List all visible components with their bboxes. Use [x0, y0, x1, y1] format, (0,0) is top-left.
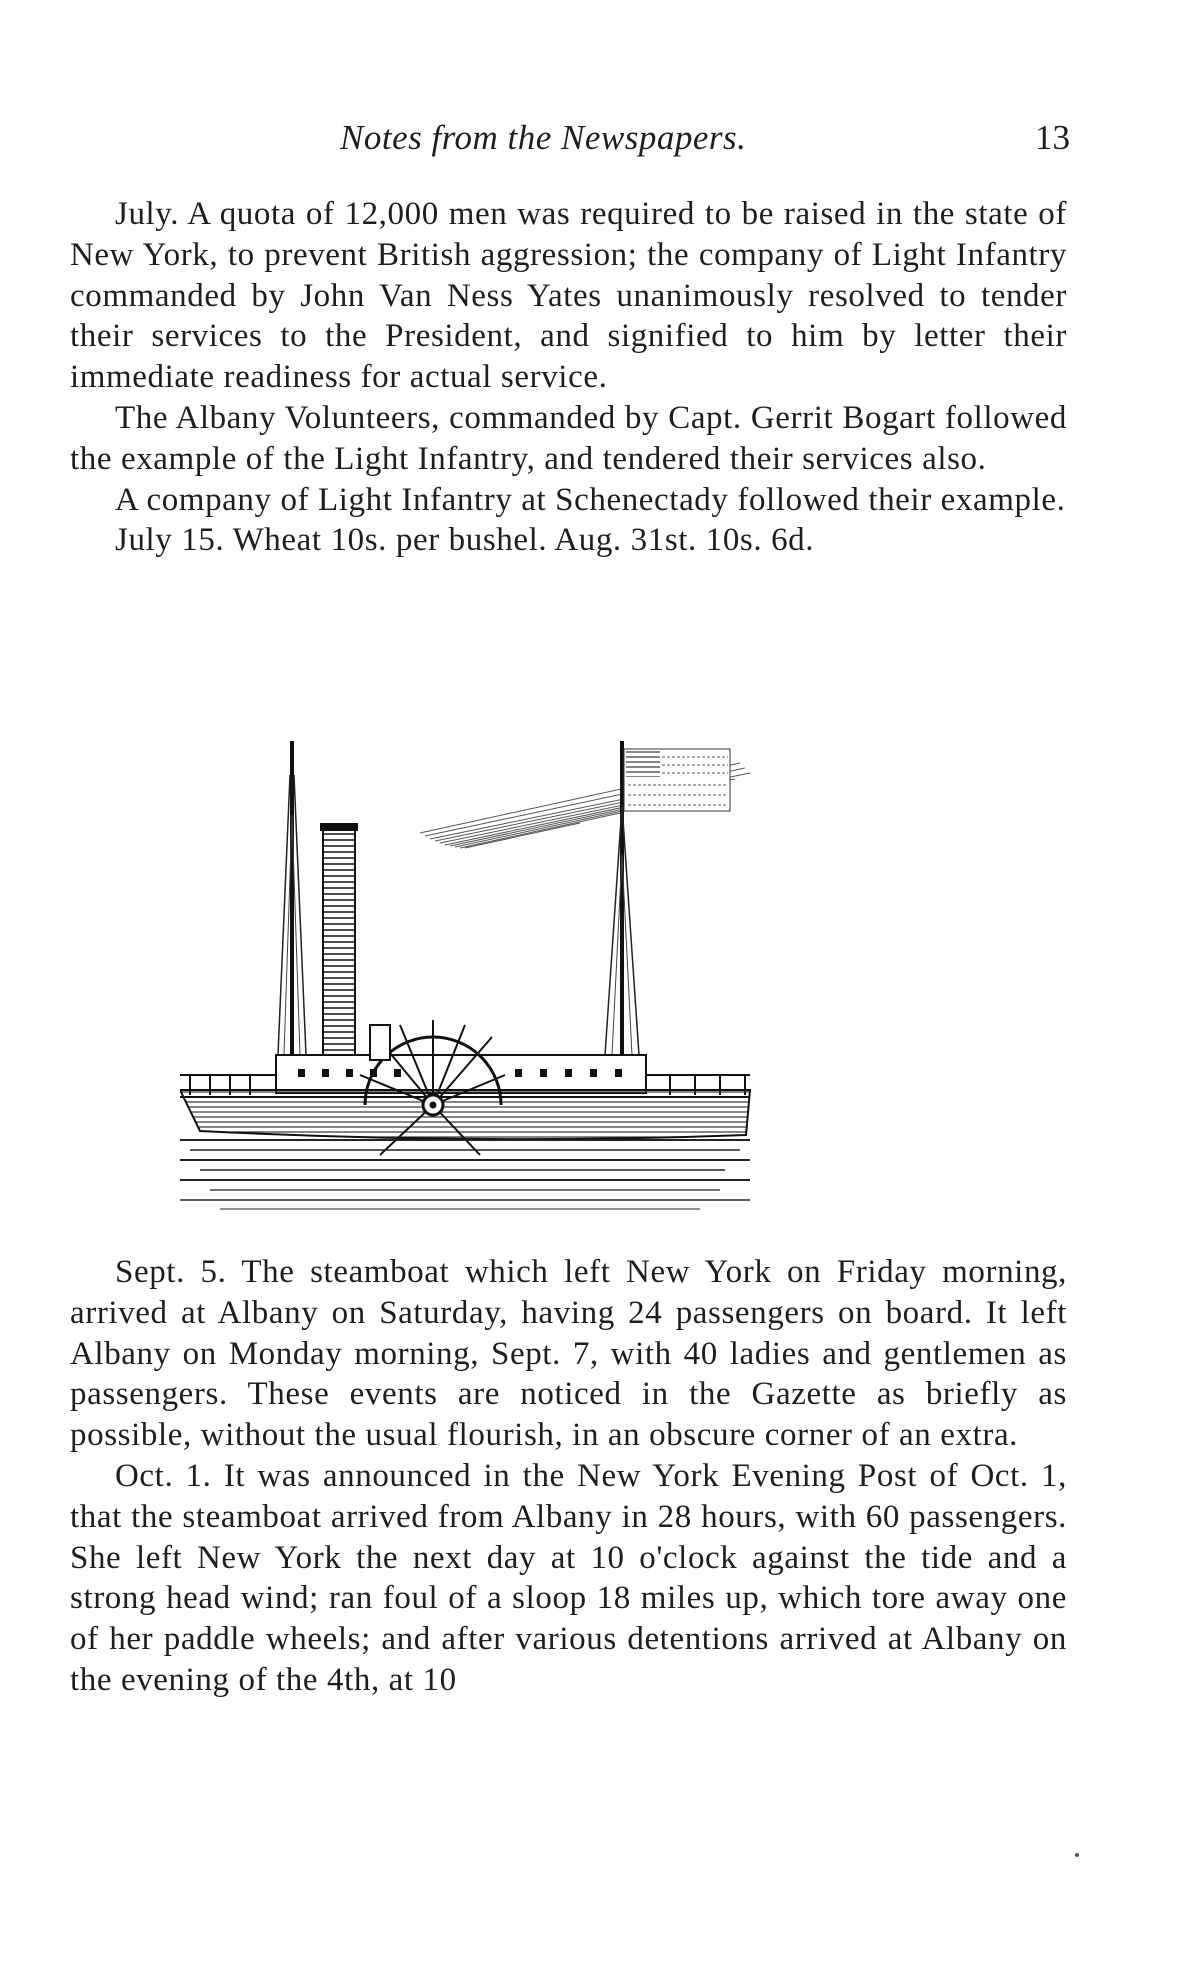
page-speck: [1075, 1853, 1079, 1857]
paragraph-sept-5: Sept. 5. The steamboat which left New York on Friday morning, arrived at Albany on Saturday, having 24 passengers on board. It left Albany on Monday morning, Sept. 7, with 40 ladies and gentlemen as passengers. These events are noticed in the Gazette as briefly as possible, without the usual flourish, in an obscure corner of an extra.: [70, 1254, 1067, 1454]
smokestack: [323, 827, 355, 1059]
aft-mast: [620, 741, 624, 1059]
paragraph-albany-volunteers: The Albany Volunteers, commanded by Capt. Gerrit Bogart followed the example of the Light Infantry, and tendered their services also.: [70, 399, 1067, 477]
running-title: Notes from the Newspapers.: [340, 118, 747, 157]
text-block-bottom: [70, 1252, 1067, 1701]
running-header: [70, 118, 1070, 168]
page-number: 13: [1035, 118, 1070, 157]
steamboat-engraving: [180, 735, 950, 1215]
paragraph-schenectady: A company of Light Infantry at Schenectady followed their example.: [115, 481, 1066, 518]
flag: [624, 749, 730, 811]
steamboat-illustration: [180, 735, 950, 1215]
fore-mast: [290, 741, 294, 1059]
text-block-top: [70, 194, 1067, 561]
paragraph-july-quota: July. A quota of 12,000 men was required to be raised in the state of New York, to prevent British aggression; the company of Light Infantry commanded by John Van Ness Yates unanimously resolved to tender their services to the President, and signified to him by letter their immediate readiness for actual service.: [70, 196, 1067, 396]
water-lines: [180, 1140, 750, 1209]
paragraph-oct-1: Oct. 1. It was announced in the New York Evening Post of Oct. 1, that the steamboat arrived from Albany in 28 hours, with 60 passengers. She left New York the next day at 10 o'clock against the tide and a strong head wind; ran foul of a sloop 18 miles up, which tore away one of her paddle wheels; and after various detentions arrived at Albany on the evening of the 4th, at 10: [70, 1457, 1067, 1698]
paragraph-wheat-prices: July 15. Wheat 10s. per bushel. Aug. 31st. 10s. 6d.: [115, 522, 815, 559]
